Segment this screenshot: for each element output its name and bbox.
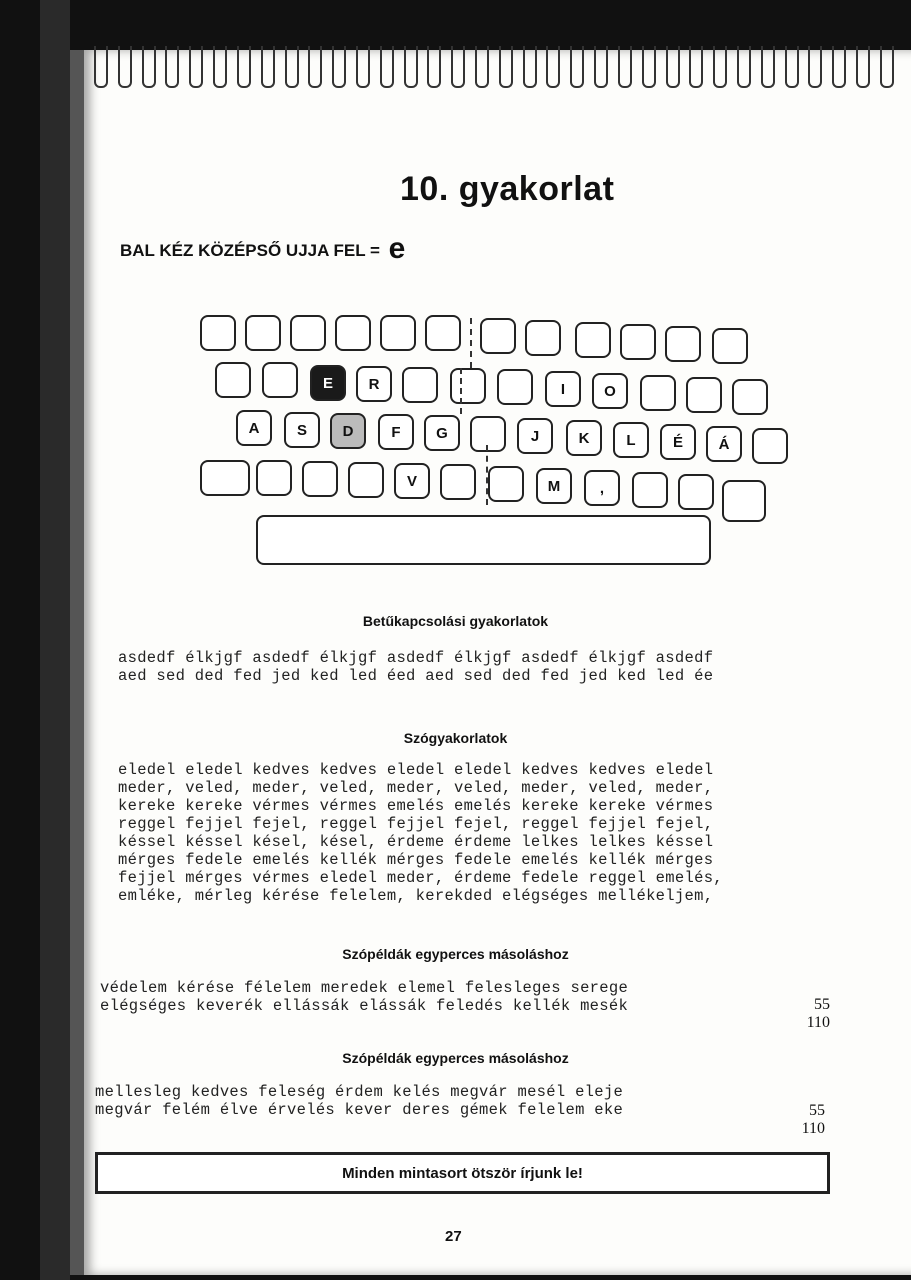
exercise-line: kereke kereke vérmes vérmes emelés emelés kereke kereke vérmes <box>118 797 714 815</box>
stroke-count: 110 <box>806 1014 830 1031</box>
exercise-line: késsel késsel késel, késel, érdeme érdeme lelkes lelkes késsel <box>118 833 714 851</box>
keyboard-diagram <box>0 0 911 600</box>
key-blank <box>470 416 506 452</box>
exercise-line: megvár felém élve érvelés kever deres gémek felelem eke <box>95 1101 624 1119</box>
key-blank <box>752 428 788 464</box>
key-blank <box>575 322 611 358</box>
key-v: V <box>394 463 430 499</box>
exercise-line: aed sed ded fed jed ked led éed aed sed ded fed jed ked led ée <box>118 667 714 685</box>
key-l: L <box>613 422 649 458</box>
key-blank <box>450 368 486 404</box>
key-d-home: D <box>330 413 366 449</box>
key-blank <box>678 474 714 510</box>
key-a-acute: Á <box>706 426 742 462</box>
exercise-line: reggel fejjel fejel, reggel fejjel fejel, reggel fejjel fejel, <box>118 815 714 833</box>
key-blank <box>256 460 292 496</box>
key-blank <box>640 375 676 411</box>
exercise-line: mellesleg kedves feleség érdem kelés megvár mesél eleje <box>95 1083 624 1101</box>
key-i: I <box>545 371 581 407</box>
section-heading-letter-combinations: Betűkapcsolási gyakorlatok <box>362 613 549 629</box>
key-blank <box>686 377 722 413</box>
instruction-box <box>95 1152 830 1194</box>
key-shift-left <box>200 460 250 496</box>
instruction-text: Minden mintasort ötször írjunk le! <box>342 1164 583 1182</box>
exercise-line: védelem kérése félelem meredek elemel felesleges serege <box>100 979 629 997</box>
key-r: R <box>356 366 392 402</box>
key-f: F <box>378 414 414 450</box>
key-e-acute: É <box>660 424 696 460</box>
key-blank <box>632 472 668 508</box>
key-blank <box>348 462 384 498</box>
key-blank <box>488 466 524 502</box>
key-blank <box>497 369 533 405</box>
section-heading-word-exercises: Szógyakorlatok <box>403 730 508 746</box>
key-o: O <box>592 373 628 409</box>
key-blank <box>290 315 326 351</box>
key-blank <box>525 320 561 356</box>
page-title: 10. gyakorlat <box>400 170 615 208</box>
page-number: 27 <box>445 1228 462 1245</box>
key-s: S <box>284 412 320 448</box>
exercise-line: mérges fedele emelés kellék mérges fedele emelés kellék mérges <box>118 851 714 869</box>
key-shift-right <box>722 480 766 522</box>
key-blank <box>665 326 701 362</box>
exercise-line: meder, veled, meder, veled, meder, veled, meder, veled, meder, <box>118 779 714 797</box>
key-blank <box>440 464 476 500</box>
key-blank <box>335 315 371 351</box>
highlighted-key: e <box>388 232 406 265</box>
exercise-line: asdedf élkjgf asdedf élkjgf asdedf élkjgf asdedf élkjgf asdedf <box>118 649 714 667</box>
key-j: J <box>517 418 553 454</box>
key-g: G <box>424 415 460 451</box>
key-blank <box>302 461 338 497</box>
stroke-count: 55 <box>809 1102 825 1119</box>
spacebar <box>256 515 711 565</box>
key-blank <box>732 379 768 415</box>
hand-divider <box>470 318 472 368</box>
exercise-line: elégséges keverék ellássák elássák feledés kellék mesék <box>100 997 629 1015</box>
exercise-line: emléke, mérleg kérése felelem, kerekded elégséges mellékeljem, <box>118 887 714 905</box>
key-blank <box>262 362 298 398</box>
stroke-count: 55 <box>814 996 830 1013</box>
key-blank <box>200 315 236 351</box>
key-blank <box>425 315 461 351</box>
key-blank <box>215 362 251 398</box>
key-blank <box>480 318 516 354</box>
key-k: K <box>566 420 602 456</box>
key-comma: , <box>584 470 620 506</box>
section-heading-copy-examples-2: Szópéldák egyperces másoláshoz <box>342 1050 569 1066</box>
key-blank <box>620 324 656 360</box>
key-blank <box>712 328 748 364</box>
key-m: M <box>536 468 572 504</box>
key-a: A <box>236 410 272 446</box>
key-blank <box>402 367 438 403</box>
subtitle-text: BAL KÉZ KÖZÉPSŐ UJJA FEL = <box>120 241 380 260</box>
key-blank <box>380 315 416 351</box>
hand-divider <box>486 445 488 505</box>
exercise-line: eledel eledel kedves kedves eledel eledel kedves kedves eledel <box>118 761 714 779</box>
exercise-line: fejjel mérges vérmes eledel meder, érdeme fedele reggel emelés, <box>118 869 723 887</box>
stroke-count: 110 <box>801 1120 825 1137</box>
key-e-highlighted: E <box>310 365 346 401</box>
key-blank <box>245 315 281 351</box>
section-heading-copy-examples-1: Szópéldák egyperces másoláshoz <box>342 946 569 962</box>
hand-divider <box>460 368 462 414</box>
